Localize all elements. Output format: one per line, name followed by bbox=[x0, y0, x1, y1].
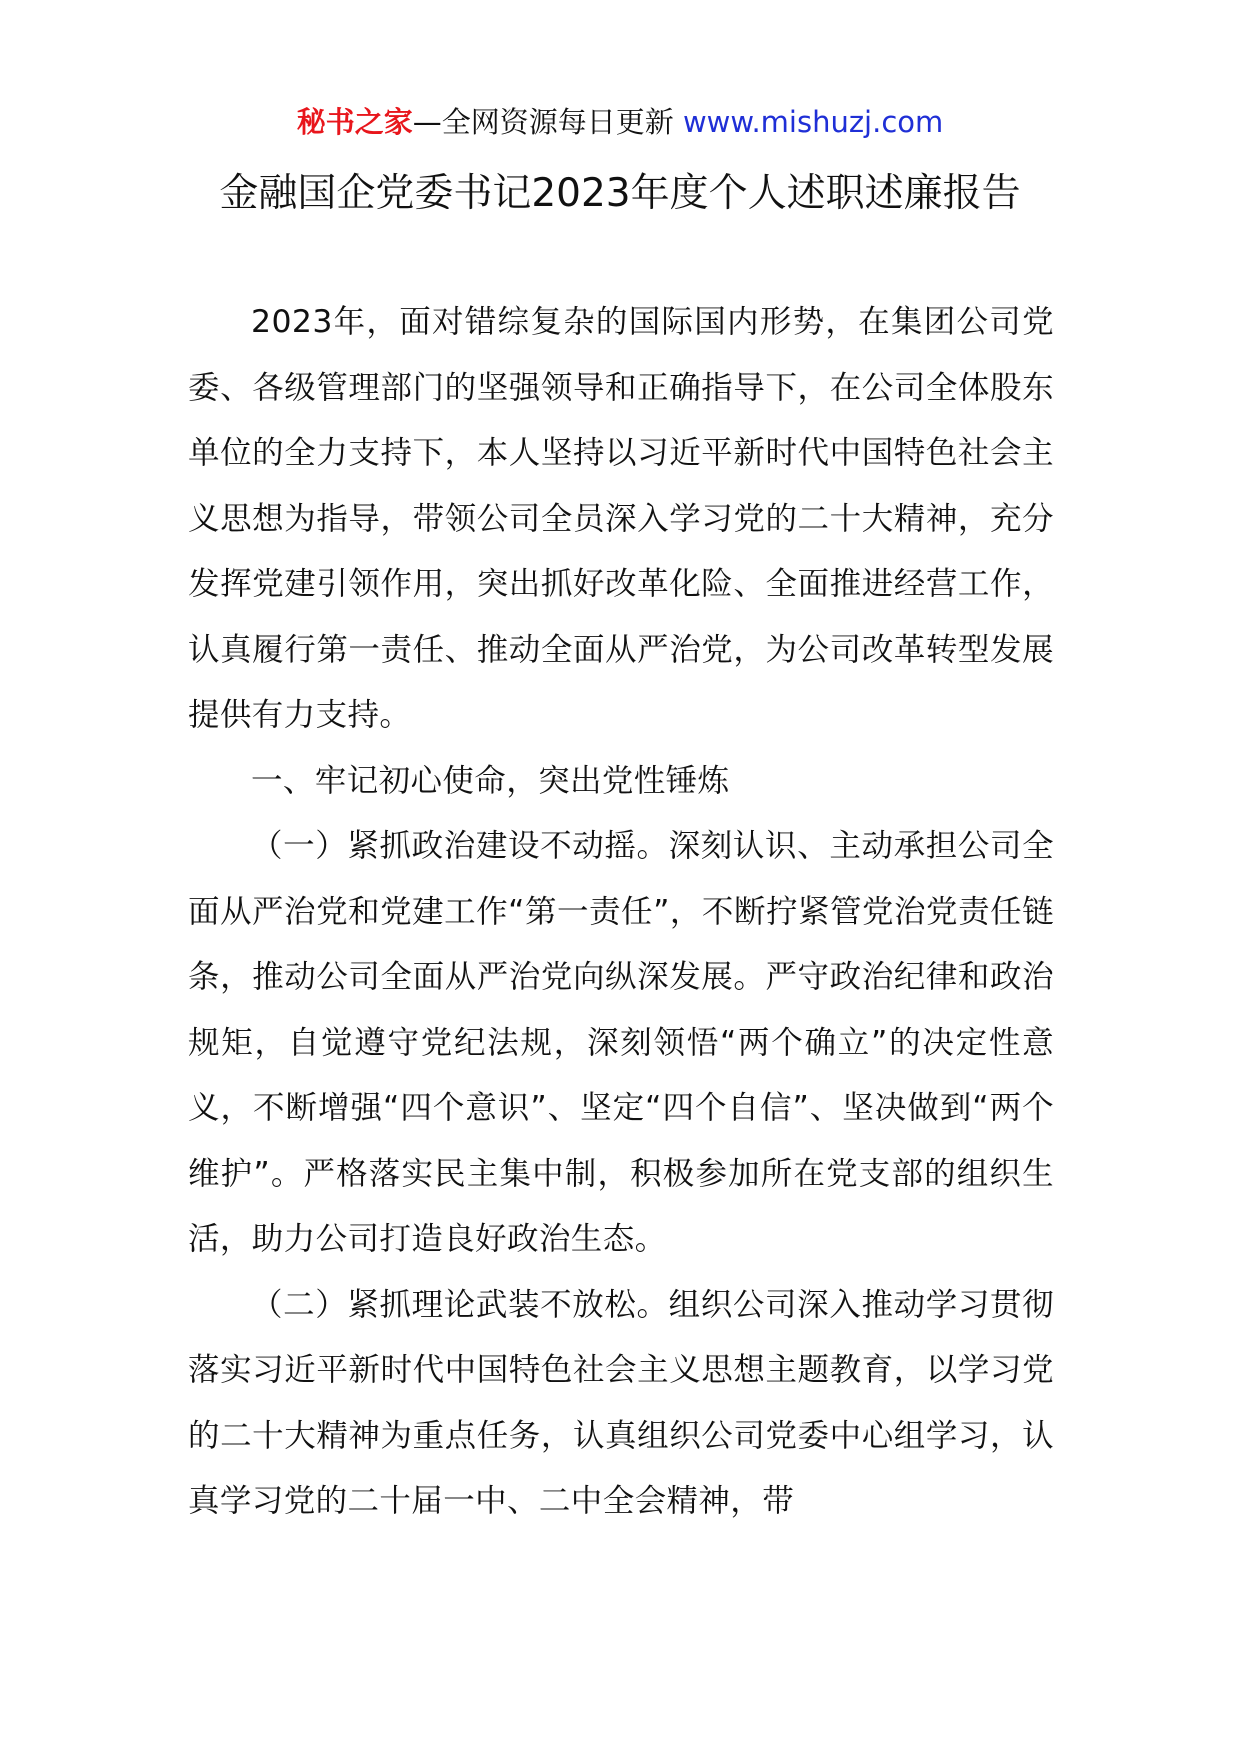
site-header bbox=[0, 102, 1240, 142]
document-title: 金融国企党委书记2023年度个人述职述廉报告 bbox=[219, 171, 1021, 216]
site-url[interactable]: www.mishuzj.com bbox=[682, 105, 944, 139]
paragraph-theory-study: （二）紧抓理论武装不放松。组织公司深入推动学习贯彻落实习近平新时代中国特色社会主义思想主题教育，以学习党的二十大精神为重点任务，认真组织公司党委中心组学习，认真学习党的二十届一中、二中全会精神，带 bbox=[188, 1286, 1054, 1519]
brand-name: 秘书之家 bbox=[296, 105, 413, 139]
document-body bbox=[188, 290, 1054, 1535]
paragraph-intro: 2023年，面对错综复杂的国际国内形势，在集团公司党委、各级管理部门的坚强领导和正确指导下，在公司全体股东单位的全力支持下，本人坚持以习近平新时代中国特色社会主义思想为指导，带领公司全员深入学习党的二十大精神，充分发挥党建引领作用，突出抓好改革化险、全面推进经营工作，认真履行第一责任、推动全面从严治党，为公司改革转型发展提供有力支持。 bbox=[188, 304, 1054, 733]
header-tagline: —全网资源每日更新 bbox=[412, 105, 683, 139]
paragraph-political-building: （一）紧抓政治建设不动摇。深刻认识、主动承担公司全面从严治党和党建工作“第一责任”，不断拧紧管党治党责任链条，推动公司全面从严治党向纵深发展。严守政治纪律和政治规矩，自觉遵守党纪法规，深刻领悟“两个确立”的决定性意义，不断增强“四个意识”、坚定“四个自信”、坚决做到“两个维护”。严格落实民主集中制，积极参加所在党支部的组织生活，助力公司打造良好政治生态。 bbox=[188, 828, 1054, 1257]
section-heading-1: 一、牢记初心使命，突出党性锤炼 bbox=[251, 762, 730, 799]
